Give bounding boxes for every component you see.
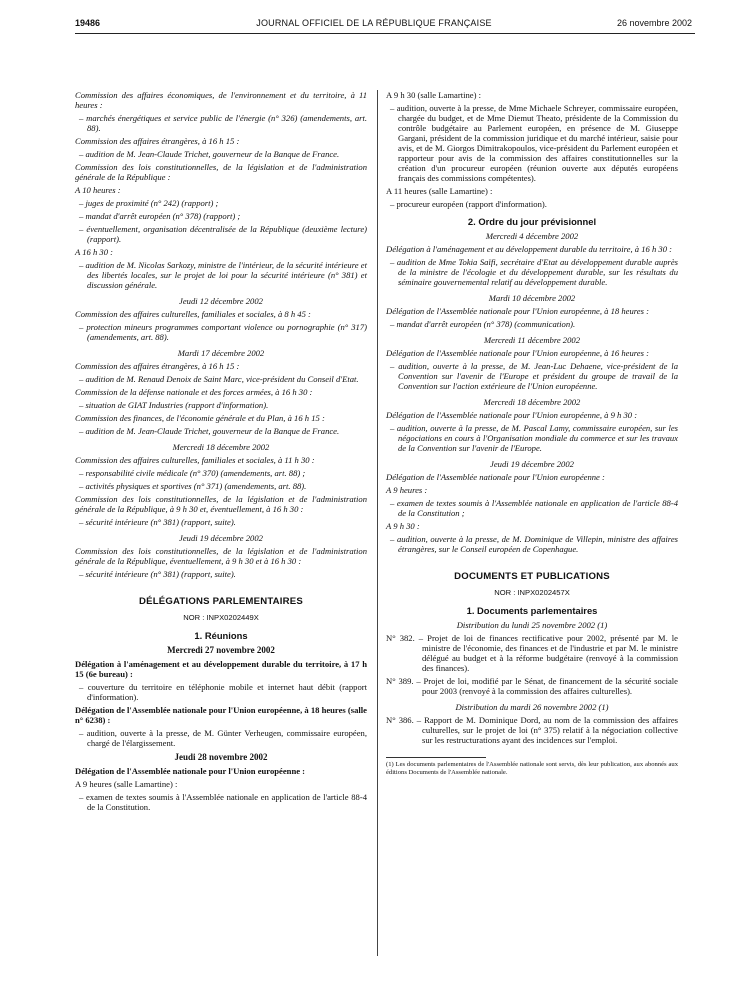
paragraph: A 9 heures : bbox=[386, 485, 428, 495]
page-number: 19486 bbox=[75, 18, 101, 28]
right-column bbox=[386, 90, 678, 780]
nor-reference: NOR : INPX0202449X bbox=[183, 613, 259, 622]
date-heading: Mercredi 4 décembre 2002 bbox=[485, 231, 579, 241]
paragraph: Délégation à l'aménagement et au développement durable du territoire, à 17 h 15 (6e bureau) : bbox=[75, 659, 367, 679]
paragraph: Commission des affaires étrangères, à 16 h 15 : bbox=[75, 136, 240, 146]
agenda-item: – marchés énergétiques et service public de l'énergie (n° 326) (amendements, art. 88). bbox=[79, 113, 367, 133]
paragraph: Délégation de l'Assemblée nationale pour l'Union européenne : bbox=[75, 766, 306, 776]
paragraph: Commission des lois constitutionnelles, de la législation et de l'administration générale de la République : bbox=[75, 162, 367, 182]
nor-reference: NOR : INPX0202457X bbox=[494, 588, 570, 597]
journal-title: JOURNAL OFFICIEL DE LA RÉPUBLIQUE FRANÇAISE bbox=[256, 18, 492, 28]
footnote-rule bbox=[386, 757, 486, 758]
agenda-item: – audition, ouverte à la presse, de Mme Michaele Schreyer, commissaire européen, chargée du budget, et de Mme Diemut Theato, présidente de la Commission du contrôle budgétaire au Parlement européen, en présence de M. Giuseppe Gargani, président de la commission juridique et du marché intérieur, saisie pour avis, et de M. Giorgos Dimitrakopoulos, vice-président du Parlement européen et rapporteur pour avis de la commission des affaires constitutionnelles sur la création d'un procureur européen (réunion ouverte aux députés européens français des commissions compétentes). bbox=[390, 103, 678, 183]
paragraph: Commission des lois constitutionnelles, de la législation et de l'administration générale de la République, à 9 h 30 et, éventuellement, à 16 h 30 : bbox=[75, 494, 367, 514]
agenda-item: – audition, ouverte à la presse, de M. Pascal Lamy, commissaire européen, sur les négociations en cours à l'Organisation mondiale du commerce et sur les travaux de la Convention sur l'avenir de l'Europe. bbox=[390, 423, 678, 453]
paragraph: Délégation de l'Assemblée nationale pour l'Union européenne, à 18 heures : bbox=[386, 306, 649, 316]
agenda-item: – activités physiques et sportives (n° 371) (amendements, art. 88). bbox=[79, 481, 307, 491]
paragraph: Commission de la défense nationale et des forces armées, à 16 h 30 : bbox=[75, 387, 313, 397]
footnote: (1) Les documents parlementaires de l'Assemblée nationale sont servis, dès leur publication, aux abonnés aux éditions Documents de l'Assemblée nationale. bbox=[386, 761, 678, 776]
date-heading: Mercredi 27 novembre 2002 bbox=[167, 645, 275, 655]
agenda-item: – sécurité intérieure (n° 381) (rapport, suite). bbox=[79, 569, 236, 579]
agenda-item: – responsabilité civile médicale (n° 370) (amendements, art. 88) ; bbox=[79, 468, 306, 478]
issue-date: 26 novembre 2002 bbox=[616, 18, 692, 28]
agenda-item: – sécurité intérieure (n° 381) (rapport, suite). bbox=[79, 517, 236, 527]
date-heading: Mardi 10 décembre 2002 bbox=[488, 293, 576, 303]
paragraph: Commission des affaires économiques, de l'environnement et du territoire, à 11 heures : bbox=[75, 90, 367, 110]
header-rule bbox=[75, 33, 695, 34]
date-heading: Mercredi 11 décembre 2002 bbox=[483, 335, 580, 345]
agenda-item: – éventuellement, organisation décentralisée de la République (deuxième lecture) (rapport). bbox=[79, 224, 367, 244]
date-heading: Mercredi 18 décembre 2002 bbox=[172, 442, 270, 452]
paragraph: A 9 h 30 : bbox=[386, 521, 420, 531]
agenda-item: – examen de textes soumis à l'Assemblée nationale en application de l'article 88-4 de la Constitution. bbox=[79, 792, 367, 812]
document-entry: N° 386. – Rapport de M. Dominique Dord, au nom de la commission des affaires culturelles, sur le projet de loi (n° 375) relatif à la négociation collective sur les restructurations ayant des incidences sur l'emploi. bbox=[386, 715, 678, 745]
paragraph: A 10 heures : bbox=[75, 185, 121, 195]
agenda-item: – audition, ouverte à la presse, de M. Günter Verheugen, commissaire européen, chargé de l'élargissement. bbox=[79, 728, 367, 748]
agenda-item: – couverture du territoire en téléphonie mobile et internet haut débit (rapport d'information). bbox=[79, 682, 367, 702]
agenda-item: – procureur européen (rapport d'information). bbox=[390, 199, 547, 209]
agenda-item: – audition, ouverte à la presse, de M. Jean-Luc Dehaene, vice-président de la Convention sur l'avenir de l'Europe et président du groupe de travail de la Convention sur l'action extérieure de l'Union européenne. bbox=[390, 361, 678, 391]
paragraph: Commission des affaires culturelles, familiales et sociales, à 11 h 30 : bbox=[75, 455, 315, 465]
paragraph: Délégation de l'Assemblée nationale pour l'Union européenne, à 9 h 30 : bbox=[386, 410, 638, 420]
subsection-title: 1. Réunions bbox=[194, 630, 248, 641]
date-heading: Jeudi 19 décembre 2002 bbox=[179, 533, 263, 543]
subsection-title: 1. Documents parlementaires bbox=[466, 605, 598, 616]
agenda-item: – audition de M. Jean-Claude Trichet, gouverneur de la Banque de France. bbox=[79, 149, 340, 159]
agenda-item: – audition de Mme Tokia Saïfi, secrétaire d'Etat au développement durable auprès de la ministre de l'écologie et du développement durable, sur les résultats du séminaire gouvernemental relatif au développement durable. bbox=[390, 257, 678, 287]
paragraph: A 9 h 30 (salle Lamartine) : bbox=[386, 90, 481, 100]
agenda-item: – examen de textes soumis à l'Assemblée nationale en application de l'article 88-4 de la Constitution ; bbox=[390, 498, 678, 518]
agenda-item: – audition de M. Renaud Denoix de Saint Marc, vice-président du Conseil d'Etat. bbox=[79, 374, 359, 384]
agenda-item: – juges de proximité (n° 242) (rapport) ; bbox=[79, 198, 219, 208]
column-divider bbox=[377, 90, 378, 956]
paragraph: Délégation de l'Assemblée nationale pour l'Union européenne : bbox=[386, 472, 605, 482]
section-title: DOCUMENTS ET PUBLICATIONS bbox=[454, 571, 610, 582]
date-heading: Jeudi 12 décembre 2002 bbox=[179, 296, 263, 306]
date-heading: Mercredi 18 décembre 2002 bbox=[483, 397, 581, 407]
paragraph: Commission des affaires culturelles, familiales et sociales, à 8 h 45 : bbox=[75, 309, 311, 319]
paragraph: Commission des finances, de l'économie générale et du Plan, à 16 h 15 : bbox=[75, 413, 325, 423]
document-entry: N° 389. – Projet de loi, modifié par le Sénat, de financement de la sécurité sociale pour 2003 (renvoyé à la commission des affaires culturelles). bbox=[386, 676, 678, 696]
distribution-heading: Distribution du lundi 25 novembre 2002 (1) bbox=[456, 620, 608, 630]
left-column bbox=[75, 90, 367, 815]
subsection-title: 2. Ordre du jour prévisionnel bbox=[467, 216, 597, 227]
paragraph: A 16 h 30 : bbox=[75, 247, 114, 257]
section-title: DÉLÉGATIONS PARLEMENTAIRES bbox=[138, 596, 304, 607]
paragraph: A 11 heures (salle Lamartine) : bbox=[386, 186, 493, 196]
document-entry: N° 382. – Projet de loi de finances rectificative pour 2002, présenté par M. le ministre de l'économie, des finances et de l'industrie et par M. le ministre délégué au budget et à la réforme budgétaire (renvoyé à la commission des finances). bbox=[386, 633, 678, 673]
agenda-item: – situation de GIAT Industries (rapport d'information). bbox=[79, 400, 269, 410]
agenda-item: – audition de M. Nicolas Sarkozy, ministre de l'intérieur, de la sécurité intérieure et des libertés locales, sur le projet de loi pour la sécurité intérieure (n° 381) et discussion générale. bbox=[79, 260, 367, 290]
date-heading: Jeudi 19 décembre 2002 bbox=[490, 459, 574, 469]
agenda-item: – mandat d'arrêt européen (n° 378) (communication). bbox=[390, 319, 576, 329]
paragraph: Délégation à l'aménagement et au développement durable du territoire, à 16 h 30 : bbox=[386, 244, 673, 254]
paragraph: A 9 heures (salle Lamartine) : bbox=[75, 779, 178, 789]
agenda-item: – mandat d'arrêt européen (n° 378) (rapport) ; bbox=[79, 211, 241, 221]
paragraph: Commission des lois constitutionnelles, de la législation et de l'administration générale de la République, éventuellement, à 9 h 30 et à 16 h 30 : bbox=[75, 546, 367, 566]
paragraph: Délégation de l'Assemblée nationale pour l'Union européenne, à 18 heures (salle n° 6238) : bbox=[75, 705, 367, 725]
agenda-item: – audition de M. Jean-Claude Trichet, gouverneur de la Banque de France. bbox=[79, 426, 340, 436]
agenda-item: – audition, ouverte à la presse, de M. Dominique de Villepin, ministre des affaires étrangères, sur le Conseil européen de Copenhague. bbox=[390, 534, 678, 554]
page-header bbox=[0, 18, 748, 34]
agenda-item: – protection mineurs programmes comportant violence ou pornographie (n° 317) (amendements, art. 88). bbox=[79, 322, 367, 342]
paragraph: Commission des affaires étrangères, à 16 h 15 : bbox=[75, 361, 240, 371]
paragraph: Délégation de l'Assemblée nationale pour l'Union européenne, à 16 heures : bbox=[386, 348, 649, 358]
date-heading: Mardi 17 décembre 2002 bbox=[177, 348, 265, 358]
date-heading: Jeudi 28 novembre 2002 bbox=[174, 752, 268, 762]
distribution-heading: Distribution du mardi 26 novembre 2002 (1) bbox=[455, 702, 609, 712]
